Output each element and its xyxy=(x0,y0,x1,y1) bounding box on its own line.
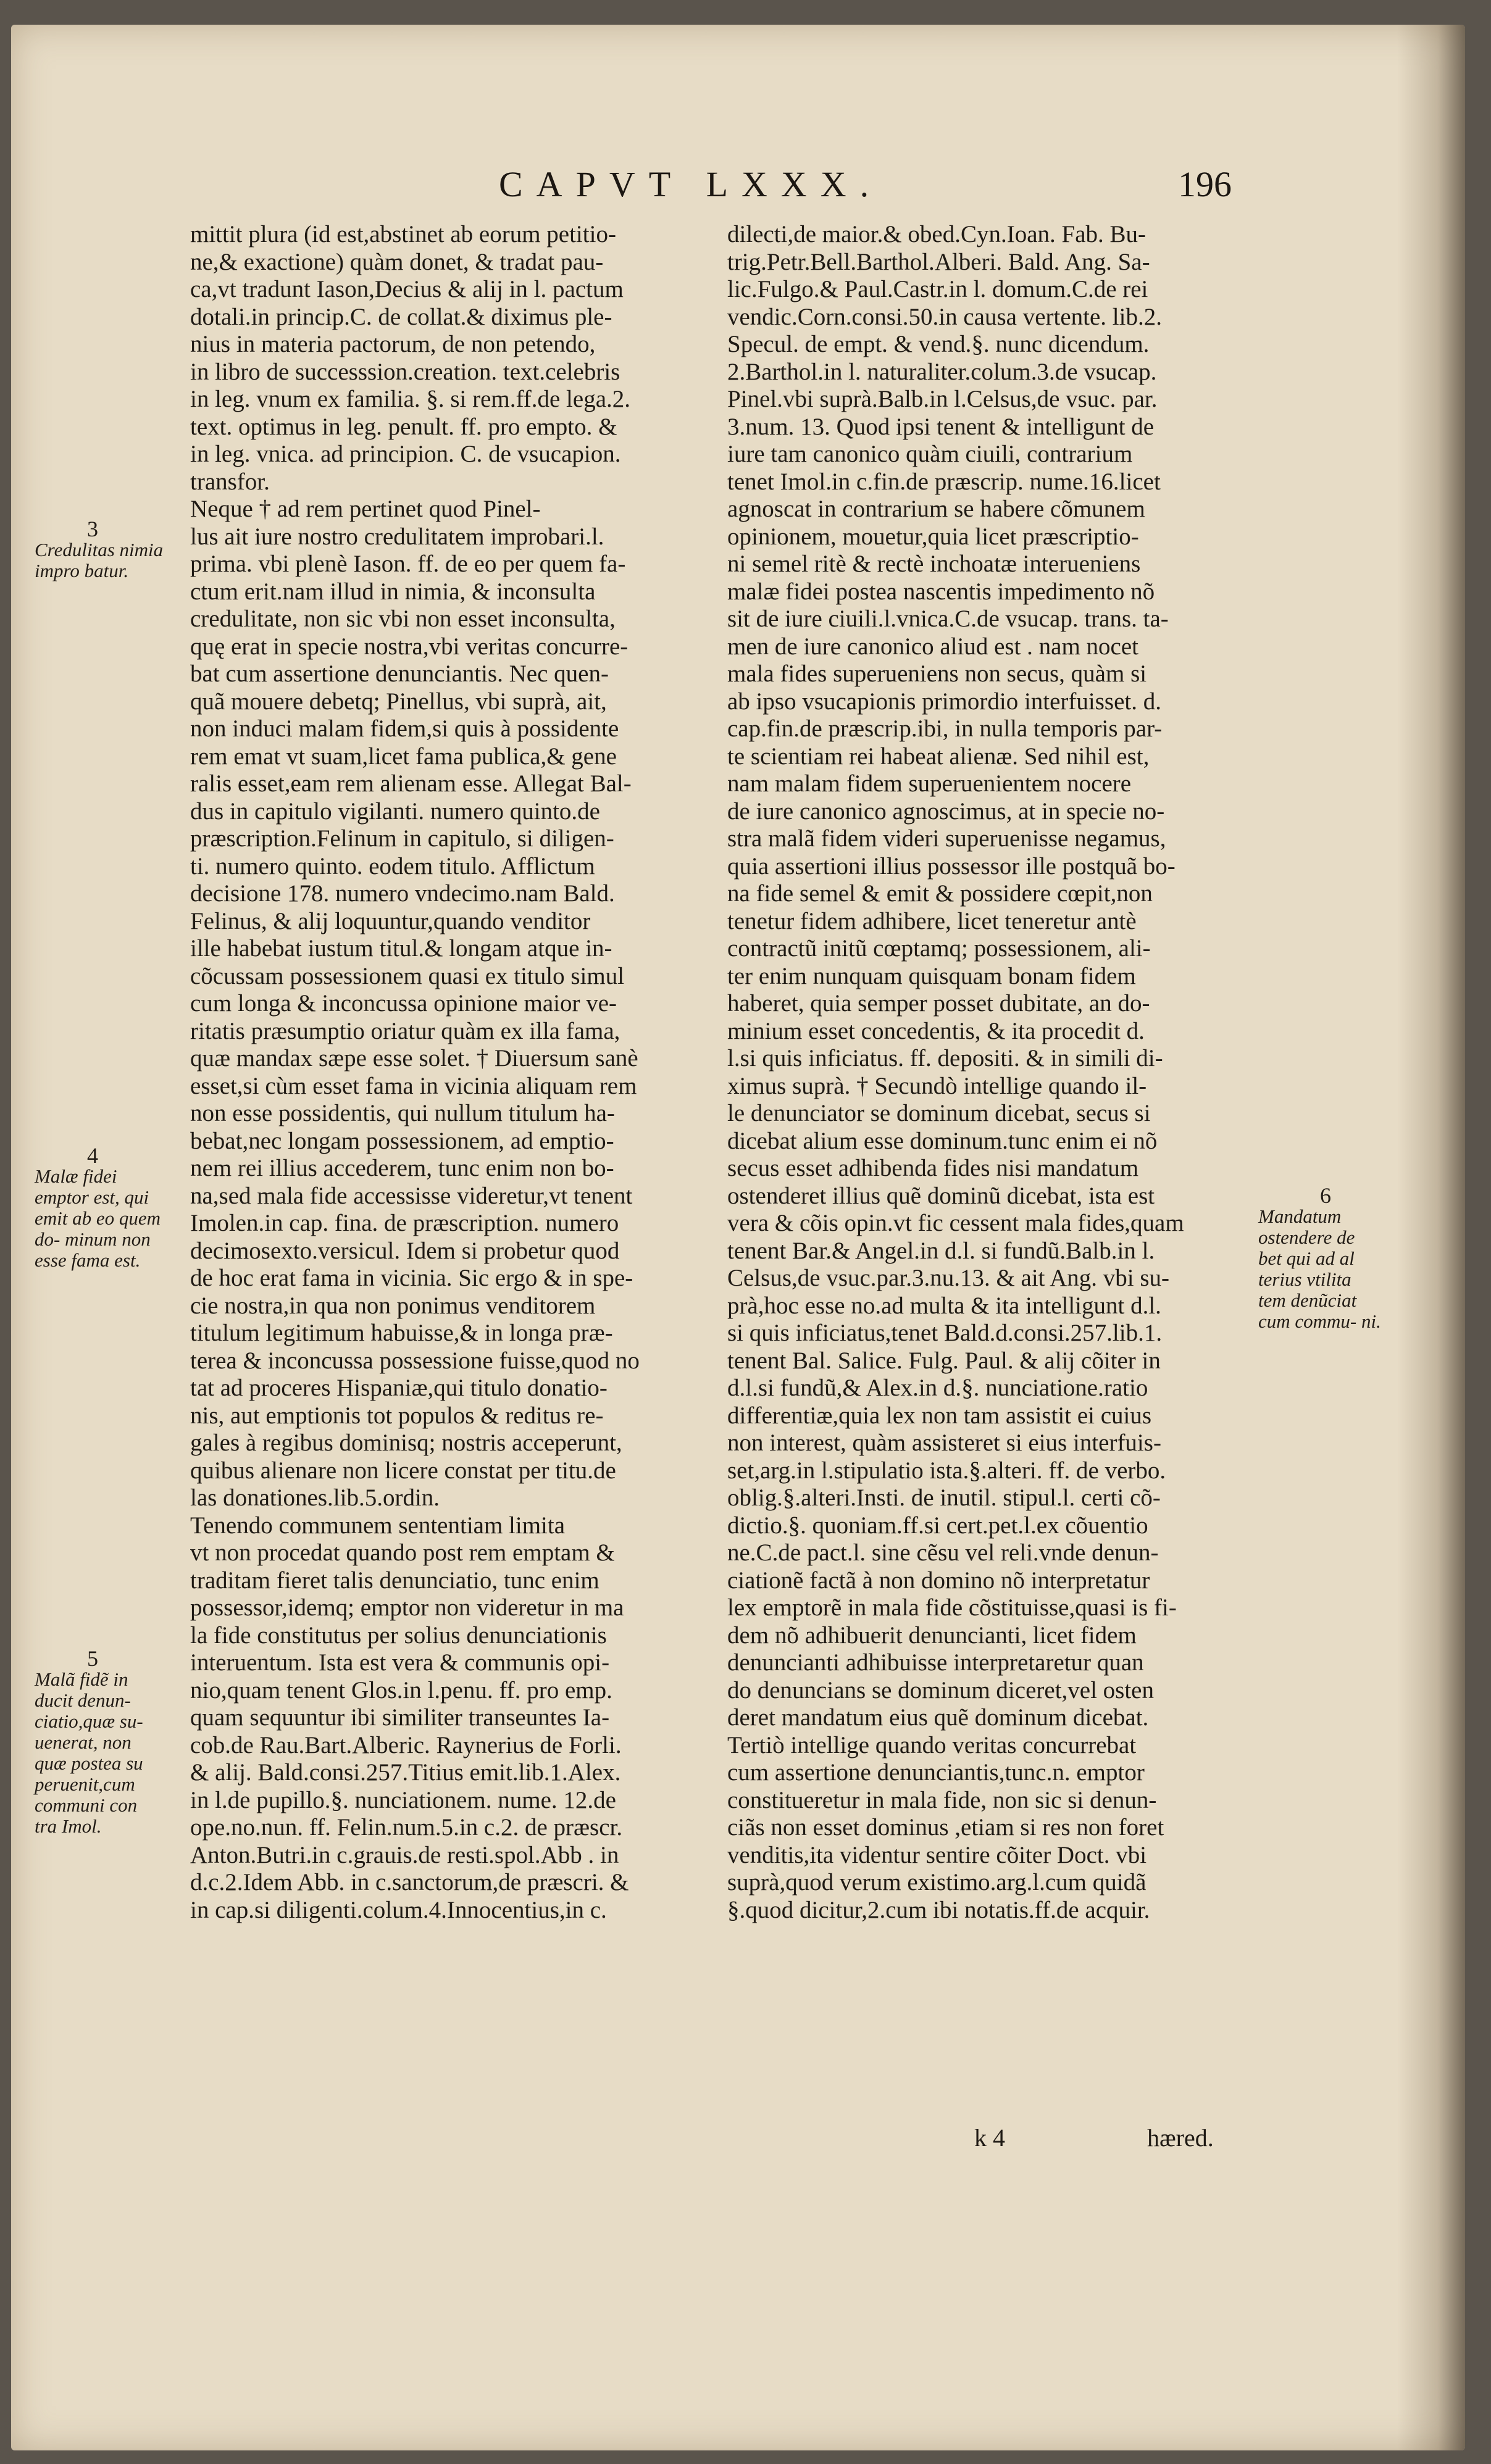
margin-note-5 xyxy=(35,1648,164,1837)
text-line: dotali.in princip.C. de collat.& diximus ple- xyxy=(190,303,612,330)
text-line: tenetur fidem adhibere, licet teneretur antè xyxy=(727,907,1137,934)
text-line: de iure canonico agnoscimus, at in specie no- xyxy=(727,797,1165,825)
text-line: in cap.si diligenti.colum.4.Innocentius,in c. xyxy=(190,1896,607,1923)
text-line: stra malã fidem videri superuenisse negamus, xyxy=(727,825,1166,852)
book-page xyxy=(11,25,1465,2450)
text-line: quæ mandax sæpe esse solet. † Diuersum sanè xyxy=(190,1045,638,1072)
text-line: ne.C.de pact.l. sine cẽsu vel reli.vnde denun- xyxy=(727,1539,1159,1566)
text-line: text. optimus in leg. penult. ff. pro empto. & xyxy=(190,413,617,440)
text-line: dilecti,de maior.& obed.Cyn.Ioan. Fab. Bu- xyxy=(727,221,1146,248)
text-line: nis, aut emptionis tot populos & reditus re- xyxy=(190,1402,604,1429)
right-text-column xyxy=(727,221,1246,1924)
text-line: ope.no.nun. ff. Felin.num.5.in c.2. de præscr. xyxy=(190,1814,623,1841)
margin-note-text: Malæ fidei emptor est, qui emit ab eo quem do- minum non esse fama est. xyxy=(35,1165,161,1271)
text-line: ti. numero quinto. eodem titulo. Afflictum xyxy=(190,852,595,880)
text-line: contractũ initũ cœptamq; possessionem, ali- xyxy=(727,935,1151,962)
text-line: ciationẽ factã à non domino nõ interpretatur xyxy=(727,1567,1150,1594)
text-line: decisione 178. numero vndecimo.nam Bald. xyxy=(190,880,615,907)
text-line: d.l.si fundũ,& Alex.in d.§. nunciatione.ratio xyxy=(727,1375,1148,1401)
text-line: ritatis præsumptio oriatur quàm ex illa fama, xyxy=(190,1017,620,1044)
margin-note-4 xyxy=(35,1145,164,1271)
text-line: oblig.§.alteri.Insti. de inutil. stipul.l. certi cõ- xyxy=(727,1484,1161,1511)
text-line: cõcussam possessionem quasi ex titulo simul xyxy=(190,962,625,989)
text-line: ab ipso vsucapionis primordio interfuisset. d. xyxy=(727,688,1161,715)
text-line: dem nõ adhibuerit denuncianti, licet fidem xyxy=(727,1621,1137,1649)
page-number: 196 xyxy=(1178,164,1232,204)
left-text-column xyxy=(190,221,703,1924)
text-line: quia assertioni illius possessor ille postquã bo- xyxy=(727,852,1176,880)
text-line: ca,vt tradunt Iason,Decius & alij in l. pactum xyxy=(190,276,624,302)
text-line: dictio.§. quoniam.ff.si cert.pet.l.ex cõuentio xyxy=(727,1512,1148,1539)
text-line: sit de iure ciuili.l.vnica.C.de vsucap. trans. ta- xyxy=(727,606,1169,632)
margin-note-3 xyxy=(35,518,164,581)
margin-note-number: 6 xyxy=(1320,1183,1331,1208)
text-line: Specul. de empt. & vend.§. nunc dicendum. xyxy=(727,331,1150,357)
text-line: constitueretur in mala fide, non sic si denun- xyxy=(727,1786,1157,1813)
text-line: te scientiam rei habeat alienæ. Sed nihil est, xyxy=(727,743,1150,770)
text-line: in leg. vnica. ad principion. C. de vsucapion. xyxy=(190,441,621,467)
text-line: quibus alienare non licere constat per titu.de xyxy=(190,1457,616,1484)
text-line: ostenderet illius quẽ dominũ dicebat, ista est xyxy=(727,1182,1155,1209)
text-line: rem emat vt suam,licet fama publica,& gene xyxy=(190,743,617,770)
text-line: vt non procedat quando post rem emptam & xyxy=(190,1539,615,1566)
text-line: vendic.Corn.consi.50.in causa vertente. lib.2. xyxy=(727,303,1162,330)
text-line: lex emptorẽ in mala fide cõstituisse,quasi is fi- xyxy=(727,1594,1177,1621)
text-line: lus ait iure nostro credulitatem improbari.l. xyxy=(190,523,604,550)
text-line: Celsus,de vsuc.par.3.nu.13. & ait Ang. vbi su- xyxy=(727,1265,1170,1291)
text-line: la fide constitutus per solius denunciationis xyxy=(190,1621,607,1649)
text-line: nio,quam tenent Glos.in l.penu. ff. pro emp. xyxy=(190,1676,612,1704)
text-line: do denuncians se dominum diceret,vel osten xyxy=(727,1676,1154,1704)
page-edge-shadow xyxy=(1397,25,1465,2450)
text-line: non esse possidentis, qui nullum titulum ha- xyxy=(190,1100,615,1126)
text-line: & alij. Bald.consi.257.Titius emit.lib.1.Alex. xyxy=(190,1759,621,1786)
text-line: ximus suprà. † Secundò intellige quando il- xyxy=(727,1072,1147,1099)
text-line: de hoc erat fama in vicinia. Sic ergo & in spe- xyxy=(190,1265,633,1291)
text-line: Tenendo communem sententiam limita xyxy=(190,1512,566,1539)
text-line: transfor. xyxy=(190,468,270,495)
text-line: set,arg.in l.stipulatio ista.§.alteri. ff. de verbo. xyxy=(727,1457,1166,1484)
text-line: credulitate, non sic vbi non esset inconsulta, xyxy=(190,606,616,632)
text-line: traditam fieret talis denunciatio, tunc enim xyxy=(190,1567,599,1594)
text-line: si quis inficiatus,tenet Bald.d.consi.257.lib.1. xyxy=(727,1320,1163,1346)
text-line: ralis esset,eam rem alienam esse. Allegat Bal- xyxy=(190,770,632,797)
margin-note-text: Malã fidẽ in ducit denun- ciatio,quæ su- uenerat, non quæ postea su peruenit,cum communi con tra Imol. xyxy=(35,1668,143,1837)
text-line: titulum legitimum habuisse,& in longa præ- xyxy=(190,1320,613,1346)
text-line: denuncianti adhibuisse interpretaretur quan xyxy=(727,1649,1144,1676)
signature-mark: k 4 xyxy=(974,2124,1005,2152)
text-line: §.quod dicitur,2.cum ibi notatis.ff.de acquir. xyxy=(727,1896,1150,1923)
text-line: præscription.Felinum in capitulo, si diligen- xyxy=(190,825,614,852)
text-line: deret mandatum eius quẽ dominum dicebat. xyxy=(727,1704,1149,1731)
text-line: nem rei illius accederem, tunc enim non bo- xyxy=(190,1155,614,1181)
text-line: nius in materia pactorum, de non petendo, xyxy=(190,331,596,357)
text-line: prima. vbi plenè Iason. ff. de eo per quem fa- xyxy=(190,551,626,577)
page-header xyxy=(11,164,1465,219)
text-line: le denunciator se dominum dicebat, secus si xyxy=(727,1100,1151,1126)
text-line: in libro de successsion.creation. text.celebris xyxy=(190,358,620,385)
text-line: venditis,ita videntur sentire cõiter Doct. vbi xyxy=(727,1841,1147,1868)
text-line: suprà,quod verum existimo.arg.l.cum quidã xyxy=(727,1869,1146,1896)
text-line: bat cum assertione denunciantis. Nec quen- xyxy=(190,660,609,687)
text-line: Anton.Butri.in c.grauis.de resti.spol.Abb . in xyxy=(190,1841,619,1868)
text-line: differentiæ,quia lex non tam assistit ei cuius xyxy=(727,1402,1152,1429)
text-line: quã mouere debetq; Pinellus, vbi suprà, ait, xyxy=(190,688,607,715)
text-line: interuentum. Ista est vera & communis opi- xyxy=(190,1649,610,1676)
text-line: ctum erit.nam illud in nimia, & inconsulta xyxy=(190,578,596,605)
margin-note-text: Credulitas nimia impro batur. xyxy=(35,539,164,581)
text-line: agnoscat in contrarium se habere cõmunem xyxy=(727,496,1145,522)
text-line: terea & inconcussa possessione fuisse,quod no xyxy=(190,1347,640,1374)
text-line: 3.num. 13. Quod ipsi tenent & intelligunt de xyxy=(727,413,1155,440)
text-line: tenent Bal. Salice. Fulg. Paul. & alij cõiter in xyxy=(727,1347,1161,1374)
text-line: quam sequuntur ibi similiter transeuntes Ia- xyxy=(190,1704,610,1731)
margin-note-number: 4 xyxy=(87,1143,98,1168)
text-line: dicebat alium esse dominum.tunc enim ei nõ xyxy=(727,1127,1158,1154)
text-line: na,sed mala fide accessisse videretur,vt tenent xyxy=(190,1182,633,1209)
text-line: men de iure canonico aliud est . nam nocet xyxy=(727,633,1139,660)
running-head: CAPVT LXXX. xyxy=(499,164,883,204)
text-line: Felinus, & alij loquuntur,quando venditor xyxy=(190,907,591,934)
text-line: na fide semel & emit & possidere cœpit,non xyxy=(727,880,1153,907)
text-line: cum assertione denunciantis,tunc.n. emptor xyxy=(727,1759,1145,1786)
text-line: Neque † ad rem pertinet quod Pinel- xyxy=(190,496,541,522)
text-line: non induci malam fidem,si quis à possidente xyxy=(190,715,619,742)
text-line: cob.de Rau.Bart.Alberic. Raynerius de Forli. xyxy=(190,1731,622,1759)
margin-note-text: Mandatum ostendere de bet qui ad al terius vtilita tem denũciat cum commu- ni. xyxy=(1258,1205,1381,1332)
text-line: tenet Imol.in c.fin.de præscrip. nume.16.licet xyxy=(727,468,1161,495)
text-line: iure tam canonico quàm ciuili, contrarium xyxy=(727,441,1133,467)
text-line: ne,& exactione) quàm donet, & tradat pau- xyxy=(190,248,604,275)
margin-note-6 xyxy=(1258,1185,1382,1332)
text-line: gales à regibus dominisq; nostris acceperunt, xyxy=(190,1430,622,1456)
text-line: decimosexto.versicul. Idem si probetur quod xyxy=(190,1237,620,1264)
text-line: tenent Bar.& Angel.in d.l. si fundũ.Balb.in l. xyxy=(727,1237,1155,1264)
text-line: Tertiò intellige quando veritas concurrebat xyxy=(727,1731,1137,1759)
text-line: l.si quis inficiatus. ff. depositi. & in simili di- xyxy=(727,1045,1163,1072)
text-line: nam malam fidem superuenientem nocere xyxy=(727,770,1132,797)
text-line: Imolen.in cap. fina. de præscription. numero xyxy=(190,1210,619,1236)
catchword: hæred. xyxy=(1147,2124,1214,2152)
text-line: lic.Fulgo.& Paul.Castr.in l. domum.C.de rei xyxy=(727,276,1148,302)
text-line: cum longa & inconcussa opinione maior ve- xyxy=(190,990,617,1017)
text-line: bebat,nec longam possessionem, ad emptio- xyxy=(190,1127,614,1154)
margin-note-number: 3 xyxy=(87,517,98,541)
text-line: cap.fin.de præscrip.ibi, in nulla temporis par- xyxy=(727,715,1163,742)
text-line: ciãs non esset dominus ,etiam si res non foret xyxy=(727,1814,1164,1841)
text-line: d.c.2.Idem Abb. in c.sanctorum,de præscri. & xyxy=(190,1869,629,1896)
text-line: non interest, quàm assisteret si eius interfuis- xyxy=(727,1430,1161,1456)
text-line: dus in capitulo vigilanti. numero quinto.de xyxy=(190,797,600,825)
text-line: minium esset concedentis, & ita procedit d. xyxy=(727,1017,1145,1044)
text-line: vera & cõis opin.vt fic cessent mala fides,quam xyxy=(727,1210,1184,1236)
text-line: haberet, quia semper posset dubitate, an do- xyxy=(727,990,1150,1017)
margin-note-number: 5 xyxy=(87,1646,98,1671)
text-line: ter enim nunquam quisquam bonam fidem xyxy=(727,962,1136,989)
text-line: esset,si cùm esset fama in vicinia aliquam rem xyxy=(190,1072,637,1099)
text-line: opinionem, mouetur,quia licet præscriptio- xyxy=(727,523,1139,550)
text-line: tat ad proceres Hispaniæ,qui titulo donatio- xyxy=(190,1375,608,1401)
text-line: Pinel.vbi suprà.Balb.in l.Celsus,de vsuc. par. xyxy=(727,386,1158,412)
text-line: secus esset adhibenda fides nisi mandatum xyxy=(727,1155,1139,1181)
text-line: in leg. vnum ex familia. §. si rem.ff.de lega.2. xyxy=(190,386,631,412)
text-line: cie nostra,in qua non ponimus venditorem xyxy=(190,1292,596,1319)
text-line: in l.de pupillo.§. nunciationem. nume. 12.de xyxy=(190,1786,616,1813)
text-line: ille habebat iustum titul.& longam atque in- xyxy=(190,935,612,962)
text-line: possessor,idemq; emptor non videretur in ma xyxy=(190,1594,624,1621)
text-line: 2.Barthol.in l. naturaliter.colum.3.de vsucap. xyxy=(727,358,1157,385)
text-line: trig.Petr.Bell.Barthol.Alberi. Bald. Ang. Sa- xyxy=(727,248,1150,275)
text-line: quę erat in specie nostra,vbi veritas concurre- xyxy=(190,633,629,660)
text-line: prà,hoc esse no.ad multa & ita intelligunt d.l. xyxy=(727,1292,1161,1319)
text-line: malæ fidei postea nascentis impedimento nõ xyxy=(727,578,1155,605)
text-line: mittit plura (id est,abstinet ab eorum petitio- xyxy=(190,221,616,248)
text-line: las donationes.lib.5.ordin. xyxy=(190,1484,440,1511)
text-line: mala fides superueniens non secus, quàm si xyxy=(727,660,1147,687)
text-line: ni semel ritè & rectè inchoatæ interueniens xyxy=(727,551,1141,577)
